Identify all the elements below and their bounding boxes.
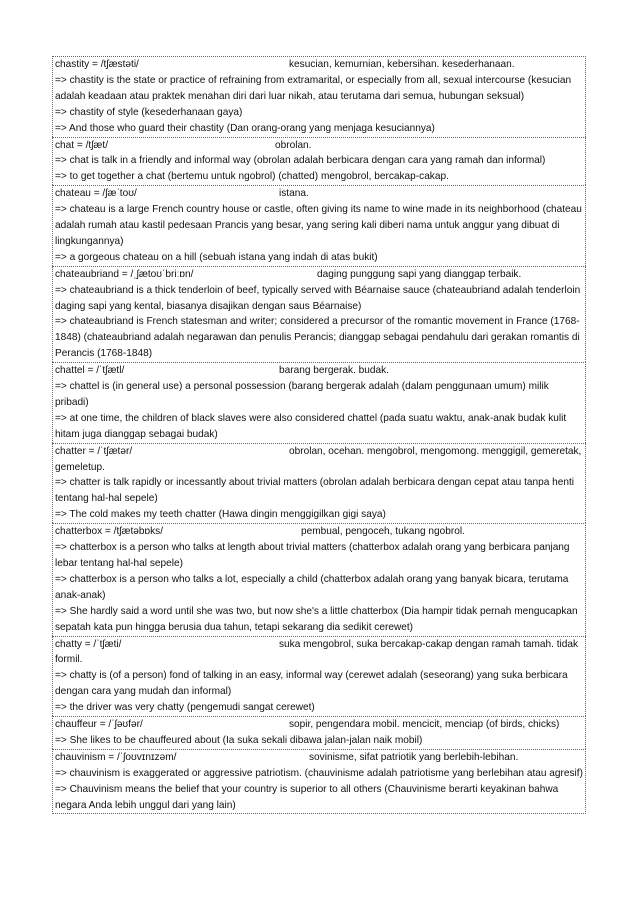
example-line: => chateaubriand is French statesman and writer; considered a precursor of the romantic movement in France (1768-1848) (chateaubriand adalah negarawan dan penulis Perancis; dianggap sebagai pendahulu dari gerakan romantis di Perancis (1768-1848) (55, 316, 580, 360)
entry-header (55, 138, 583, 154)
entry-header (55, 444, 583, 460)
headword: chatter = /ˈtʃætər/ (55, 445, 133, 457)
translation: pembual, pengoceh, tukang ngobrol. (301, 526, 465, 538)
headword: chauvinism = /ˈʃoʊvɪnɪzəm/ (55, 751, 177, 763)
entry-chastity (52, 56, 586, 137)
example-line: => She hardly said a word until she was two, but now she's a little chatterbox (Dia hampir tidak pernah mengucapkan sepatah kata pun hingga berusia dua tahun, tetapi sekarang dia sedikit cerewet) (55, 605, 578, 633)
translation: daging punggung sapi yang dianggap terbaik. (317, 268, 522, 280)
headword: chattel = /ˈtʃætl/ (55, 365, 125, 377)
entry-header (55, 637, 583, 653)
translation: istana. (279, 188, 309, 200)
headword: chatty = /ˈtʃæti/ (55, 638, 122, 650)
entry-header (55, 363, 583, 379)
headword: chatterbox = /tʃætəbɒks/ (55, 526, 164, 538)
entry-chateaubriand (52, 266, 586, 362)
example-line: => to get together a chat (bertemu untuk ngobrol) (chatted) mengobrol, bercakap-cakap. (55, 171, 449, 183)
entry-header (55, 267, 583, 283)
example-line: => chatterbox is a person who talks a lot, especially a child (chatterbox adalah orang yang banyak bicara, terutama anak-anak) (55, 573, 569, 601)
entry-header (55, 524, 583, 540)
example-line: => at one time, the children of black slaves were also considered chattel (pada suatu waktu, anak-anak budak kulit hitam juga dianggap sebagai budak) (55, 412, 567, 440)
headword: chat = /tʃæt/ (55, 139, 109, 151)
example-line: => chatterbox is a person who talks at length about trivial matters (chatterbox adalah orang yang berbicara panjang lebar tentang hal-hal sepele) (55, 542, 570, 569)
example-line: => chatter is talk rapidly or incessantly about trivial matters (obrolan adalah berbicara dengan cepat atau tanpa henti tentang hal-hal sepele) (55, 477, 575, 505)
headword: chastity = /tʃæstəti/ (55, 59, 139, 70)
example-line: => chat is talk in a friendly and informal way (obrolan adalah berbicara dengan cara yang ramah dan informal) (55, 155, 546, 167)
entry-chatterbox (52, 523, 586, 635)
example-line: => chatty is (of a person) fond of talking in an easy, informal way (cerewet adalah (seseorang) yang suka berbicara dengan cara yang mudah dan informal) (55, 670, 568, 698)
entry-chat (52, 137, 586, 186)
example-line: => chauvinism is exaggerated or aggressive patriotism. (chauvinisme adalah patriotisme yang berlebihan atau agresif) (55, 767, 583, 779)
headword: chauffeur = /ˈʃəʊfər/ (55, 719, 143, 731)
headword: chateaubriand = /ˌʃætoʊˈbriːɒn/ (55, 268, 194, 280)
translation: kesucian, kemurnian, kebersihan. kesederhanaan. (289, 59, 515, 70)
headword: chateau = /ʃæˈtoʊ/ (55, 188, 137, 200)
example-line: => the driver was very chatty (pengemudi sangat cerewet) (55, 702, 315, 714)
entry-header (55, 186, 583, 202)
example-line: => chastity is the state or practice of refraining from extramarital, or especially from all, sexual intercourse (kesucian adalah keadaan atau praktek menahan diri dari luar nikah, atau terutama dari semua, hubungan seksual) (55, 74, 572, 102)
example-line: => chateaubriand is a thick tenderloin of beef, typically served with Béarnaise sauce (chateaubriand adalah tenderloin daging sapi yang kental, biasanya disajikan dengan saus Béarnaise) (55, 284, 581, 312)
entry-header (55, 717, 583, 733)
entry-chateau (52, 185, 586, 266)
entry-header (55, 57, 583, 73)
translation: sovinisme, sifat patriotik yang berlebih-lebihan. (309, 751, 519, 763)
translation: suka mengobrol, suka bercakap-cakap dengan ramah tamah. tidak formil. (55, 638, 579, 666)
example-line: => And those who guard their chastity (Dan orang-orang yang menjaga kesuciannya) (55, 122, 435, 134)
example-line: => The cold makes my teeth chatter (Hawa dingin menggigilkan gigi saya) (55, 509, 386, 521)
example-line: => chastity of style (kesederhanaan gaya) (55, 106, 243, 118)
translation: obrolan, ocehan. mengobrol, mengomong. menggigil, gemeretak, gemeletup. (55, 445, 582, 473)
translation: barang bergerak. budak. (279, 365, 389, 377)
entry-header (55, 750, 583, 766)
translation: sopir, pengendara mobil. mencicit, menciap (of birds, chicks) (289, 719, 560, 731)
example-line: => chattel is (in general use) a personal possession (barang bergerak adalah (dalam penggunaan umum) milik pribadi) (55, 381, 549, 408)
example-line: => Chauvinism means the belief that your country is superior to all others (Chauvinisme berarti keyakinan bahwa negara Anda lebih unggul dari yang lain) (55, 783, 559, 811)
example-line: => a gorgeous chateau on a hill (sebuah istana yang indah di atas bukit) (55, 251, 378, 263)
entry-chatty (52, 636, 586, 717)
entry-chauffeur (52, 716, 586, 749)
translation: obrolan. (275, 139, 312, 151)
example-line: => She likes to be chauffeured about (Ia suka sekali dibawa jalan-jalan naik mobil) (55, 734, 423, 746)
entry-chauvinism (52, 749, 586, 815)
dictionary-page (52, 56, 586, 814)
entry-chatter (52, 443, 586, 524)
entry-chattel (52, 362, 586, 443)
example-line: => chateau is a large French country house or castle, often giving its name to wine made in its neighborhood (chateau adalah rumah atau kastil pedesaan Prancis yang besar, yang sering kali diberi nama untuk anggur yang dibuat di lingkungannya) (55, 204, 582, 247)
